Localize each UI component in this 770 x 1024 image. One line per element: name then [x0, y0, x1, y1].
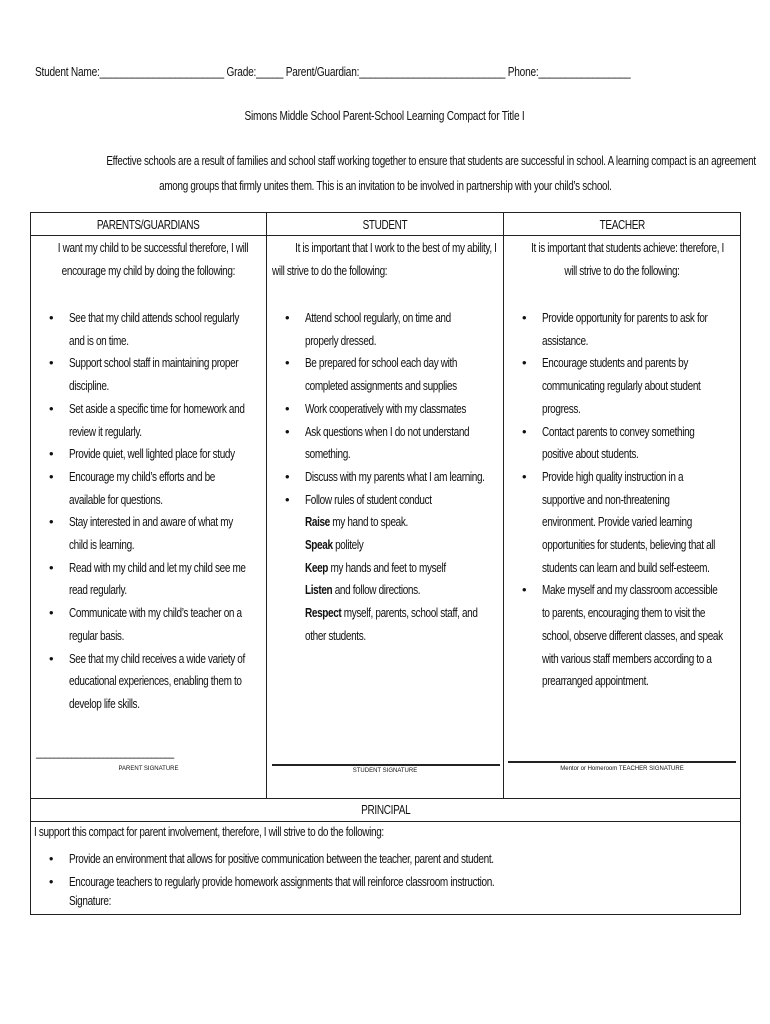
principal-signature-field[interactable]: Signature:: [69, 894, 111, 908]
intro-line-2: among groups that firmly unites them. This is an invitation to be involved in partnership with your child’s school.: [158, 179, 612, 193]
list-item: • Ask questions when I do not understand something.: [305, 421, 503, 466]
principal-intro: I support this compact for parent involvement, therefore, I will strive to do the following:: [34, 825, 384, 839]
list-item: • Read with my child and let my child see me read regularly.: [69, 557, 266, 602]
principal-section: [30, 798, 741, 915]
intro-line-1: Effective schools are a result of families and school staff working together to ensure that students are successful in school. A learning compact is an agreement: [106, 154, 756, 168]
list-item: • Attend school regularly, on time and properly dressed.: [305, 307, 503, 352]
intro-paragraph: [20, 149, 756, 199]
parents-heading: PARENTS/GUARDIANS: [97, 218, 200, 232]
list-item: • See that my child receives a wide variety of educational experiences, enabling them to develop life skills.: [69, 648, 266, 716]
list-item: • Provide quiet, well lighted place for study: [69, 443, 266, 466]
list-item: • Provide high quality instruction in a supportive and non-threatening environment. Provide varied learning opportunities for students, believing that all students can learn and build self-esteem.: [542, 466, 740, 580]
teacher-signature-label: Mentor or Homeroom TEACHER SIGNATURE: [560, 766, 684, 772]
list-item: • Provide opportunity for parents to ask for assistance.: [542, 307, 740, 352]
teacher-column: [504, 213, 740, 798]
conduct-rules: Raise my hand to speak. Speak politely Keep my hands and feet to myself Listen and follow directions. Respect myself, parents, school staff, and other students.: [305, 515, 478, 643]
parent-signature-line[interactable]: _______________________________: [36, 745, 174, 759]
student-list: [267, 307, 503, 511]
student-info-line: [35, 64, 770, 79]
list-item: • Encourage teachers to regularly provide homework assignments that will reinforce classroom instruction.: [69, 871, 601, 894]
grade-field[interactable]: Grade:_____: [226, 64, 284, 79]
student-signature-label: STUDENT SIGNATURE: [352, 768, 418, 774]
parents-list: [31, 307, 266, 716]
list-item: • Make myself and my classroom accessible to parents, encouraging them to visit the school, observe different classes, and speak with various staff members according to a prearranged appointment.: [542, 579, 740, 693]
list-item: • Set aside a specific time for homework and review it regularly.: [69, 398, 266, 443]
list-item: • Follow rules of student conduct: [305, 489, 503, 512]
list-item: • Discuss with my parents what I am learning.: [305, 466, 503, 489]
list-item: • Encourage students and parents by communicating regularly about student progress.: [542, 352, 740, 420]
teacher-intro: It is important that students achieve: therefore, I will strive to do the following:: [531, 241, 724, 278]
phone-field[interactable]: Phone:_________________: [507, 64, 631, 79]
teacher-signature-line[interactable]: [508, 761, 736, 763]
teacher-heading: TEACHER: [599, 218, 645, 232]
student-name-field[interactable]: Student Name:_______________________: [35, 64, 224, 79]
compact-table: [30, 212, 741, 799]
document-title: Simons Middle School Parent-School Learning Compact for Title I: [244, 108, 526, 123]
student-heading: STUDENT: [362, 218, 408, 232]
student-column: [267, 213, 503, 798]
parent-signature-label: PARENT SIGNATURE: [118, 766, 179, 772]
principal-list: [31, 848, 601, 894]
list-item: • Be prepared for school each day with completed assignments and supplies: [305, 352, 503, 397]
list-item: • Provide an environment that allows for positive communication between the teacher, parent and student.: [69, 848, 601, 871]
list-item: • Stay interested in and aware of what my child is learning.: [69, 511, 266, 556]
list-item: • Support school staff in maintaining proper discipline.: [69, 352, 266, 397]
list-item: • Communicate with my child’s teacher on a regular basis.: [69, 602, 266, 647]
parents-intro: I want my child to be successful therefore, I will encourage my child by doing the following:: [57, 241, 249, 278]
list-item: • See that my child attends school regularly and is on time.: [69, 307, 266, 352]
principal-heading: PRINCIPAL: [360, 803, 411, 817]
list-item: • Encourage my child’s efforts and be available for questions.: [69, 466, 266, 511]
list-item: • Contact parents to convey something positive about students.: [542, 421, 740, 466]
student-intro: It is important that I work to the best of my ability, I will strive to do the following:: [272, 241, 497, 278]
parent-guardian-field[interactable]: Parent/Guardian:___________________________: [285, 64, 506, 79]
list-item: • Work cooperatively with my classmates: [305, 398, 503, 421]
parents-column: [31, 213, 266, 798]
student-signature-line[interactable]: [272, 764, 500, 766]
teacher-list: [504, 307, 740, 693]
